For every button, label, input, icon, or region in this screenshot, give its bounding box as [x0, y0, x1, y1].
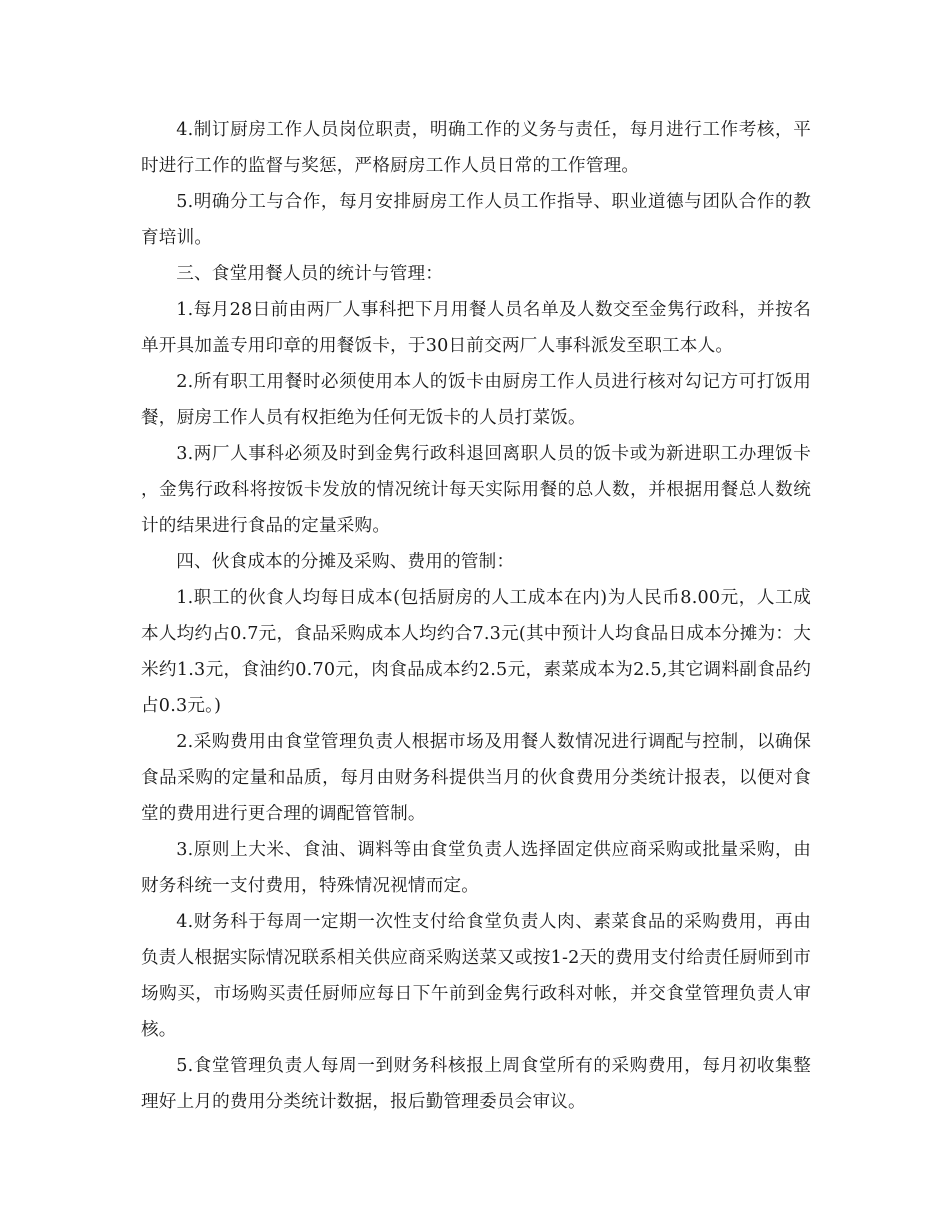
paragraph-weekly-payment: 4.财务科于每周一定期一次性支付给食堂负责人肉、素菜食品的采购费用，再由负责人根据实际情况联系相关供应商采购送菜又或按1-2天的费用支付给责任厨师到市场购买，市场购买责任厨师应每日下午前到金隽行政科对帐，并交食堂管理负责人审核。	[141, 912, 811, 1040]
paragraph-card-return: 3.两厂人事科必须及时到金隽行政科退回离职人员的饭卡或为新进职工办理饭卡，金隽行政科将按饭卡发放的情况统计每天实际用餐的总人数，并根据用餐总人数统计的结果进行食品的定量采购。	[141, 444, 811, 536]
paragraph-weekly-report: 5.食堂管理负责人每周一到财务科核报上周食堂所有的采购费用，每月初收集整理好上月的费用分类统计数据，报后勤管理委员会审议。	[141, 1056, 811, 1112]
paragraph-kitchen-duties: 4.制订厨房工作人员岗位职责，明确工作的义务与责任，每月进行工作考核，平时进行工作的监督与奖惩，严格厨房工作人员日常的工作管理。	[141, 120, 811, 176]
paragraph-procurement-control: 2.采购费用由食堂管理负责人根据市场及用餐人数情况进行调配与控制，以确保食品采购的定量和品质，每月由财务科提供当月的伙食费用分类统计报表，以便对食堂的费用进行更合理的调配管管制。	[141, 732, 811, 824]
paragraph-daily-cost: 1.职工的伙食人均每日成本(包括厨房的人工成本在内)为人民币8.00元，人工成本人均约占0.7元，食品采购成本人均约合7.3元(其中预计人均食品日成本分摊为：大米约1.3元，食油约0.70元，肉食品成本约2.5元，素菜成本为2.5,其它调料副食品约占0.3元。)	[141, 588, 811, 716]
paragraph-bulk-purchase: 3.原则上大米、食油、调料等由食堂负责人选择固定供应商采购或批量采购，由财务科统一支付费用，特殊情况视情而定。	[141, 840, 811, 896]
section-heading-cost-control: 四、伙食成本的分摊及采购、费用的管制：	[176, 552, 515, 572]
paragraph-training: 5.明确分工与合作，每月安排厨房工作人员工作指导、职业道德与团队合作的教育培训。	[141, 192, 811, 248]
paragraph-meal-card-usage: 2.所有职工用餐时必须使用本人的饭卡由厨房工作人员进行核对勾记方可打饭用餐，厨房工作人员有权拒绝为任何无饭卡的人员打菜饭。	[141, 372, 811, 428]
paragraph-diner-list: 1.每月28日前由两厂人事科把下月用餐人员名单及人数交至金隽行政科，并按名单开具加盖专用印章的用餐饭卡，于30日前交两厂人事科派发至职工本人。	[141, 300, 811, 356]
section-heading-diner-management: 三、食堂用餐人员的统计与管理：	[176, 264, 444, 284]
document-body	[141, 112, 811, 1120]
